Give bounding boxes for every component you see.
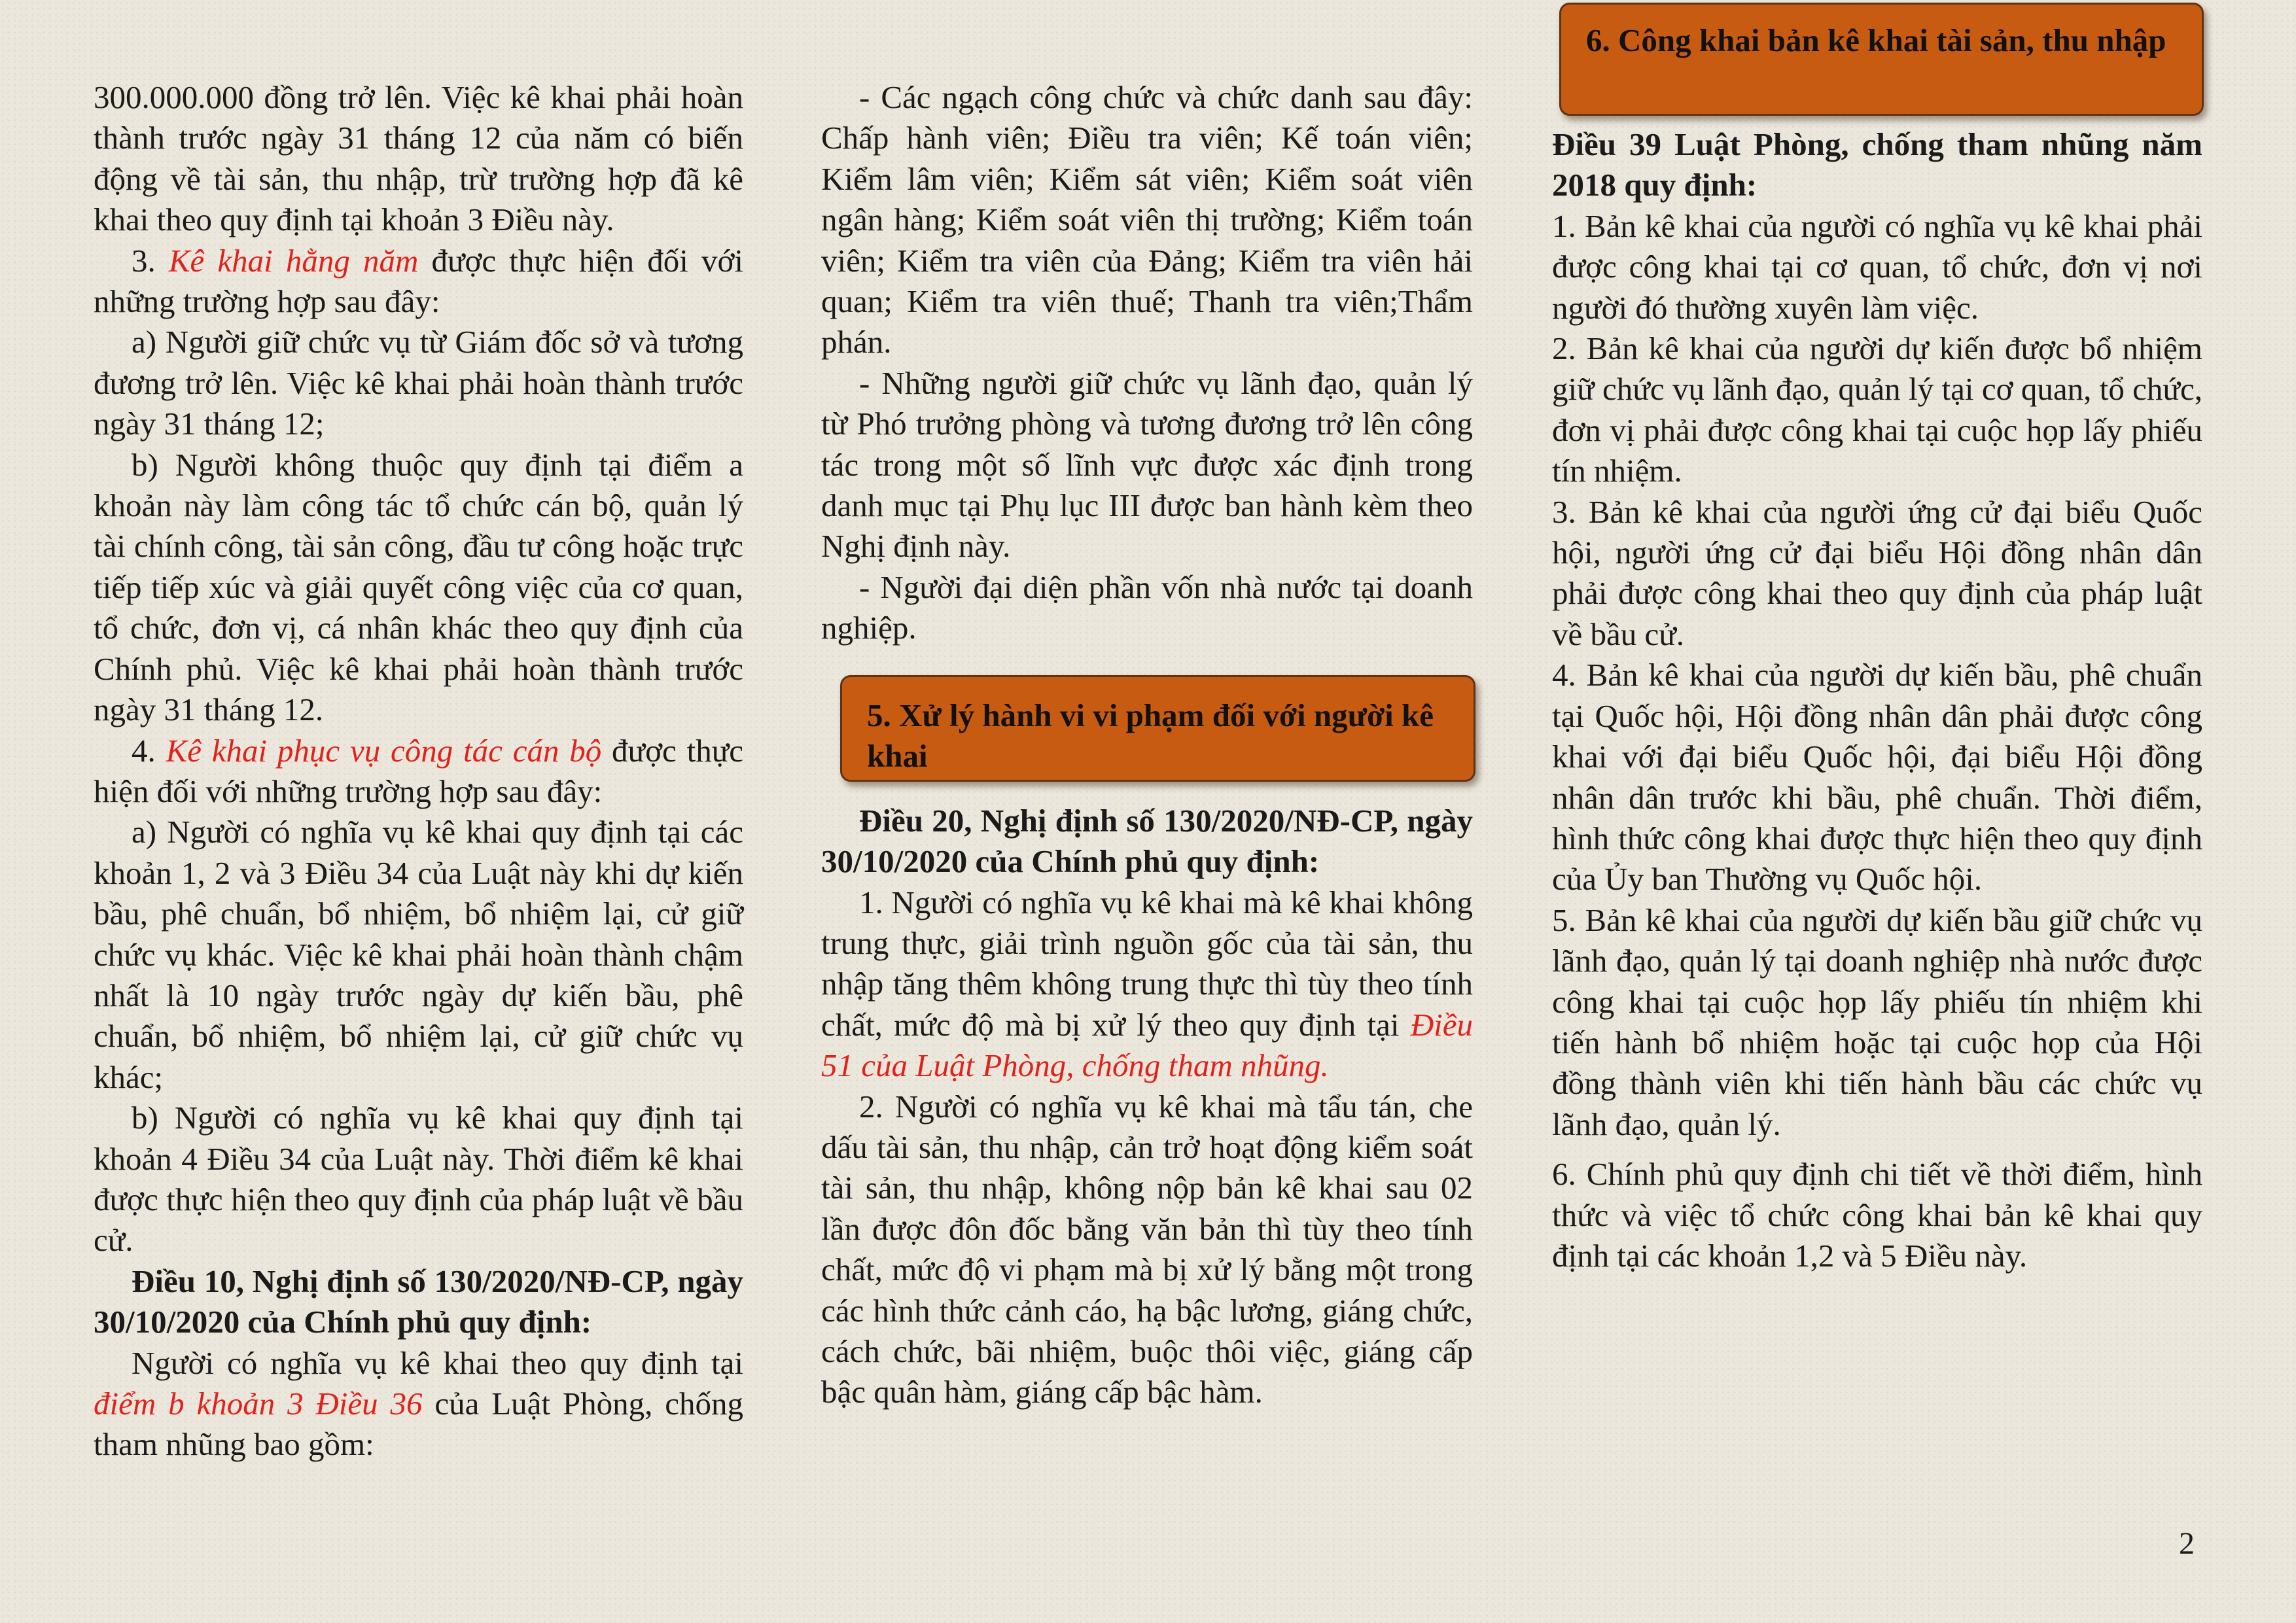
paragraph: - Các ngạch công chức và chức danh sau đây: Chấp hành viên; Điều tra viên; Kế toán viên; Kiểm lâm viên; Kiểm sát viên; Kiểm soát viên ngân hàng; Kiểm soát viên thị trường; Kiểm toán viên; Kiểm tra viên của Đảng; Kiểm tra viên hải quan; Kiểm tra viên thuế; Thanh tra viên;Thẩm phán. xyxy=(821,79,1473,360)
highlighted-term: Kê khai phục vụ công tác cán bộ xyxy=(166,732,602,769)
paragraph: - Người đại diện phần vốn nhà nước tại doanh nghiệp. xyxy=(821,568,1473,646)
article-heading: Điều 39 Luật Phòng, chống tham nhũng năm 2018 quy định: xyxy=(1552,126,2202,203)
paragraph: b) Người có nghĩa vụ kê khai quy định tại khoản 4 Điều 34 của Luật này. Thời điểm kê khai được thực hiện theo quy định của pháp luật về bầu cử. xyxy=(94,1100,743,1259)
paragraph: a) Người có nghĩa vụ kê khai quy định tại các khoản 1, 2 và 3 Điều 34 của Luật này khi dự kiến bầu, phê chuẩn, bổ nhiệm, bổ nhiệm lại, cử giữ chức vụ khác. Việc kê khai phải hoàn thành chậm nhất là 10 ngày trước ngày dự kiến bầu, phê chuẩn, bổ nhiệm, bổ nhiệm lại, cử giữ chức vụ khác; xyxy=(94,814,743,1095)
highlighted-reference: Điều 51 của Luật Phòng, chống tham nhũng. xyxy=(821,1006,1473,1084)
paragraph: 3. Bản kê khai của người ứng cử đại biểu Quốc hội, người ứng cử đại biểu Hội đồng nhân dân phải được công khai theo quy định của pháp luật về bầu cử. xyxy=(1552,493,2202,652)
highlighted-term: Kê khai hằng năm xyxy=(168,242,419,279)
paragraph: 300.000.000 đồng trở lên. Việc kê khai phải hoàn thành trước ngày 31 tháng 12 của năm có biến động về tài sản, thu nhập, trừ trường hợp đã kê khai theo quy định tại khoản 3 Điều này. xyxy=(94,79,743,238)
paragraph xyxy=(821,882,1473,1087)
section-title: 6. Công khai bản kê khai tài sản, thu nhập xyxy=(1586,22,2166,58)
text: 4. xyxy=(132,732,166,769)
section-title: 5. Xử lý hành vi vi phạm đối với người kê khai xyxy=(867,697,1434,774)
section-6-title-box xyxy=(1559,3,2204,116)
article-heading: Điều 20, Nghị định số 130/2020/NĐ-CP, ngày 30/10/2020 của Chính phủ quy định: xyxy=(821,802,1473,880)
section-5-title-box xyxy=(840,675,1475,782)
paragraph xyxy=(94,1343,743,1465)
column-3 xyxy=(1552,124,2202,1276)
paragraph: 2. Người có nghĩa vụ kê khai mà tẩu tán, che dấu tài sản, thu nhập, cản trở hoạt động kiểm soát tài sản, thu nhập, không nộp bản kê khai sau 02 lần được đôn đốc bằng văn bản thì tùy theo tính chất, mức độ vi phạm mà bị xử lý bằng một trong các hình thức cảnh cáo, hạ bậc lương, giáng chức, cách chức, bãi nhiệm, buộc thôi việc, giáng cấp bậc quân hàm, giáng cấp bậc hàm. xyxy=(821,1088,1473,1410)
text: được thực hiện đối với những trường hợp sau đây: xyxy=(94,732,743,809)
highlighted-reference: điểm b khoản 3 Điều 36 xyxy=(94,1386,423,1422)
paragraph: 5. Bản kê khai của người dự kiến bầu giữ chức vụ lãnh đạo, quản lý tại doanh nghiệp nhà nước được công khai tại cuộc họp lấy phiếu tín nhiệm khi tiến hành bổ nhiệm hoặc tại cuộc họp của Hội đồng thành viên khi tiến hành bầu các chức vụ lãnh đạo, quản lý. xyxy=(1552,901,2202,1142)
text: 3. xyxy=(132,242,169,279)
paragraph: 6. Chính phủ quy định chi tiết về thời điểm, hình thức và việc tổ chức công khai bản kê khai quy định tại các khoản 1,2 và 5 Điều này. xyxy=(1552,1156,2202,1274)
text: của Luật Phòng, chống tham nhũng bao gồm: xyxy=(94,1386,743,1463)
page-number: 2 xyxy=(2179,1526,2195,1561)
text: 1. Người có nghĩa vụ kê khai mà kê khai không trung thực, giải trình nguồn gốc của tài sản, thu nhập tăng thêm không trung thực thì tùy theo tính chất, mức độ mà bị xử lý theo quy định tại xyxy=(821,884,1473,1043)
paragraph: 4. Bản kê khai của người dự kiến bầu, phê chuẩn tại Quốc hội, Hội đồng nhân dân phải được công khai với đại biểu Quốc hội, đại biểu Hội đồng nhân dân trước khi bầu, phê chuẩn. Thời điểm, hình thức công khai được thực hiện theo quy định của Ủy ban Thường vụ Quốc hội. xyxy=(1552,657,2202,898)
paragraph: 1. Bản kê khai của người có nghĩa vụ kê khai phải được công khai tại cơ quan, tổ chức, đơn vị nơi người đó thường xuyên làm việc. xyxy=(1552,207,2202,326)
article-heading: Điều 10, Nghị định số 130/2020/NĐ-CP, ngày 30/10/2020 của Chính phủ quy định: xyxy=(94,1263,743,1340)
text: được thực hiện đối với những trường hợp sau đây: xyxy=(94,242,744,320)
text: Người có nghĩa vụ kê khai theo quy định tại xyxy=(132,1344,743,1381)
paragraph: - Những người giữ chức vụ lãnh đạo, quản lý từ Phó trưởng phòng và tương đương trở lên công tác trong một số lĩnh vực được xác định trong danh mục tại Phụ lục III được ban hành kèm theo Nghị định này. xyxy=(821,364,1473,565)
paragraph: 2. Bản kê khai của người dự kiến được bổ nhiệm giữ chức vụ lãnh đạo, quản lý tại cơ quan, tổ chức, đơn vị phải được công khai tại cuộc họp lấy phiếu tín nhiệm. xyxy=(1552,330,2202,489)
column-1 xyxy=(94,77,743,1465)
paragraph-kê-khai-phục-vụ xyxy=(94,731,743,812)
paragraph: b) Người không thuộc quy định tại điểm a khoản này làm công tác tổ chức cán bộ, quản lý tài chính công, tài sản công, đầu tư công hoặc trực tiếp tiếp xúc và giải quyết công việc của cơ quan, tổ chức, đơn vị, cá nhân khác theo quy định của Chính phủ. Việc kê khai phải hoàn thành trước ngày 31 tháng 12. xyxy=(94,446,743,728)
paragraph-kê-khai-hằng-năm xyxy=(94,241,743,323)
paragraph: a) Người giữ chức vụ từ Giám đốc sở và tương đương trở lên. Việc kê khai phải hoàn thành trước ngày 31 tháng 12; xyxy=(94,324,743,442)
